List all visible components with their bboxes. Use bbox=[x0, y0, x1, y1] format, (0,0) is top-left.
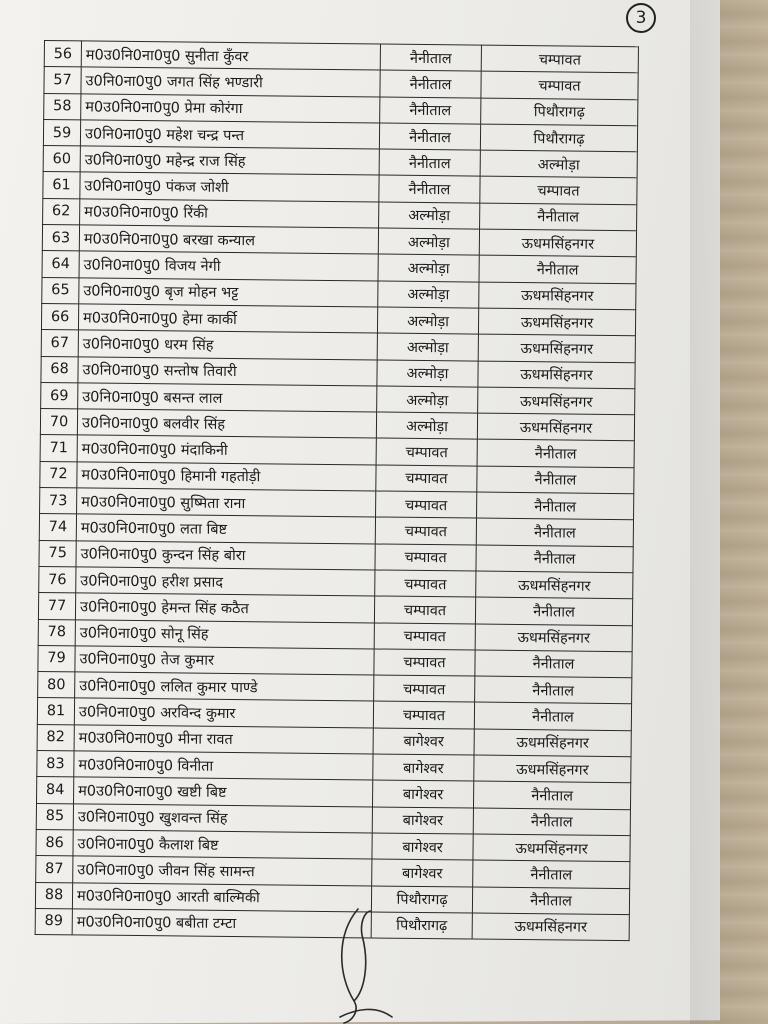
serial-number-cell: 71 bbox=[40, 435, 77, 462]
current-district-cell: बागेश्वर bbox=[372, 859, 473, 886]
current-district-cell: अल्मोड़ा bbox=[377, 333, 478, 360]
transfer-district-cell: नैनीताल bbox=[475, 597, 632, 625]
transfer-district-cell: ऊधमसिंहनगर bbox=[478, 361, 635, 389]
current-district-cell: चम्पावत bbox=[376, 491, 477, 518]
transfer-district-cell: ऊधमसिंहनगर bbox=[472, 913, 629, 941]
serial-number-cell: 79 bbox=[38, 645, 75, 672]
current-district-cell: अल्मोड़ा bbox=[377, 360, 478, 387]
current-district-cell: चम्पावत bbox=[374, 649, 475, 676]
current-district-cell: चम्पावत bbox=[375, 517, 476, 544]
current-district-cell: चम्पावत bbox=[373, 701, 474, 728]
officer-name-cell: म0उ0नि0ना0पु0 बबीता टम्टा bbox=[72, 909, 371, 938]
current-district-cell: चम्पावत bbox=[375, 570, 476, 597]
serial-number-cell: 64 bbox=[42, 251, 79, 278]
officer-name-cell: म0उ0नि0ना0पु0 मंदाकिनी bbox=[77, 435, 376, 464]
officer-name-cell: उ0नि0ना0पु0 जगत सिंह भण्डारी bbox=[81, 67, 380, 96]
serial-number-cell: 88 bbox=[35, 882, 72, 909]
transfer-district-cell: नैनीताल bbox=[477, 466, 634, 494]
transfer-district-cell: नैनीताल bbox=[475, 650, 632, 678]
serial-number-cell: 61 bbox=[43, 172, 80, 199]
transfer-district-cell: ऊधमसिंहनगर bbox=[478, 334, 635, 362]
current-district-cell: चम्पावत bbox=[376, 465, 477, 492]
current-district-cell: नैनीताल bbox=[379, 149, 480, 176]
serial-number-cell: 63 bbox=[42, 225, 79, 252]
serial-number-cell: 62 bbox=[43, 198, 80, 225]
serial-number-cell: 67 bbox=[41, 330, 78, 357]
current-district-cell: बागेश्वर bbox=[373, 728, 474, 755]
officer-name-cell: उ0नि0ना0पु0 हरीश प्रसाद bbox=[76, 567, 375, 596]
officer-name-cell: म0उ0नि0ना0पु0 बरखा कन्याल bbox=[79, 225, 378, 254]
page-number: 3 bbox=[626, 3, 656, 33]
current-district-cell: पिथौरागढ़ bbox=[371, 885, 472, 912]
current-district-cell: नैनीताल bbox=[379, 176, 480, 203]
officer-name-cell: उ0नि0ना0पु0 महेश चन्द्र पन्त bbox=[80, 120, 379, 149]
serial-number-cell: 57 bbox=[44, 67, 81, 94]
serial-number-cell: 83 bbox=[37, 750, 74, 777]
serial-number-cell: 68 bbox=[41, 356, 78, 383]
officer-name-cell: म0उ0नि0ना0पु0 हेमा कार्की bbox=[78, 304, 377, 333]
officer-name-cell: उ0नि0ना0पु0 अरविन्द कुमार bbox=[74, 698, 373, 727]
current-district-cell: अल्मोड़ा bbox=[378, 254, 479, 281]
current-district-cell: अल्मोड़ा bbox=[379, 202, 480, 229]
current-district-cell: पिथौरागढ़ bbox=[371, 912, 472, 939]
current-district-cell: चम्पावत bbox=[374, 596, 475, 623]
transfer-district-cell: ऊधमसिंहनगर bbox=[479, 282, 636, 310]
officer-name-cell: उ0नि0ना0पु0 ललित कुमार पाण्डे bbox=[75, 672, 374, 701]
transfer-district-cell: नैनीताल bbox=[476, 518, 633, 546]
transfer-district-cell: नैनीताल bbox=[475, 676, 632, 704]
current-district-cell: बागेश्वर bbox=[372, 807, 473, 834]
officer-name-cell: म0उ0नि0ना0पु0 प्रेमा कोरंगा bbox=[81, 93, 380, 122]
officer-name-cell: उ0नि0ना0पु0 बलवीर सिंह bbox=[77, 409, 376, 438]
officer-name-cell: उ0नि0ना0पु0 जीवन सिंह सामन्त bbox=[73, 856, 372, 885]
officer-name-cell: उ0नि0ना0पु0 हेमन्त सिंह कठैत bbox=[75, 593, 374, 622]
serial-number-cell: 75 bbox=[39, 540, 76, 567]
officer-name-cell: उ0नि0ना0पु0 धरम सिंह bbox=[78, 330, 377, 359]
serial-number-cell: 81 bbox=[37, 698, 74, 725]
current-district-cell: बागेश्वर bbox=[372, 780, 473, 807]
officer-name-cell: उ0नि0ना0पु0 कैलाश बिष्ट bbox=[73, 830, 372, 859]
transfer-district-cell: ऊधमसिंहनगर bbox=[474, 755, 631, 783]
officer-name-cell: उ0नि0ना0पु0 कुन्दन सिंह बोरा bbox=[76, 541, 375, 570]
serial-number-cell: 87 bbox=[36, 856, 73, 883]
current-district-cell: बागेश्वर bbox=[373, 754, 474, 781]
transfer-district-cell: नैनीताल bbox=[477, 440, 634, 468]
serial-number-cell: 89 bbox=[35, 908, 72, 935]
current-district-cell: अल्मोड़ा bbox=[376, 412, 477, 439]
officer-name-cell: उ0नि0ना0पु0 विजय नेगी bbox=[79, 251, 378, 280]
officer-name-cell: उ0नि0ना0पु0 सन्तोष तिवारी bbox=[78, 356, 377, 385]
transfer-district-cell: ऊधमसिंहनगर bbox=[473, 834, 630, 862]
serial-number-cell: 72 bbox=[40, 461, 77, 488]
transfer-district-cell: पिथौरागढ़ bbox=[481, 98, 638, 126]
serial-number-cell: 76 bbox=[39, 566, 76, 593]
serial-number-cell: 78 bbox=[38, 619, 75, 646]
current-district-cell: अल्मोड़ा bbox=[378, 281, 479, 308]
transfer-district-cell: नैनीताल bbox=[473, 860, 630, 888]
transfer-district-cell: नैनीताल bbox=[473, 781, 630, 809]
officer-name-cell: म0उ0नि0ना0पु0 मीना रावत bbox=[74, 725, 373, 754]
transfer-district-cell: चम्पावत bbox=[480, 177, 637, 205]
serial-number-cell: 70 bbox=[40, 409, 77, 436]
serial-number-cell: 86 bbox=[36, 829, 73, 856]
officer-name-cell: म0उ0नि0ना0पु0 विनीता bbox=[74, 751, 373, 780]
officer-name-cell: उ0नि0ना0पु0 तेज कुमार bbox=[75, 646, 374, 675]
transfer-district-cell: ऊधमसिंहनगर bbox=[478, 308, 635, 336]
paper-shadow bbox=[690, 0, 768, 1024]
transfer-district-cell: अल्मोड़ा bbox=[480, 150, 637, 178]
transfer-district-cell: ऊधमसिंहनगर bbox=[475, 624, 632, 652]
transfer-district-cell: ऊधमसिंहनगर bbox=[476, 571, 633, 599]
transfer-district-cell: ऊधमसिंहनगर bbox=[474, 729, 631, 757]
transfer-district-cell: नैनीताल bbox=[474, 702, 631, 730]
serial-number-cell: 80 bbox=[38, 672, 75, 699]
transfer-district-cell: नैनीताल bbox=[476, 545, 633, 573]
current-district-cell: नैनीताल bbox=[379, 123, 480, 150]
serial-number-cell: 84 bbox=[37, 777, 74, 804]
transfer-district-cell: ऊधमसिंहनगर bbox=[479, 229, 636, 257]
current-district-cell: नैनीताल bbox=[380, 70, 481, 97]
transfer-district-cell: नैनीताल bbox=[479, 255, 636, 283]
officer-name-cell: उ0नि0ना0पु0 खुशवन्त सिंह bbox=[73, 803, 372, 832]
serial-number-cell: 85 bbox=[36, 803, 73, 830]
current-district-cell: नैनीताल bbox=[380, 97, 481, 124]
current-district-cell: नैनीताल bbox=[380, 44, 481, 71]
current-district-cell: चम्पावत bbox=[374, 623, 475, 650]
transfer-district-cell: चम्पावत bbox=[481, 71, 638, 99]
officer-name-cell: उ0नि0ना0पु0 बृज मोहन भट्ट bbox=[79, 278, 378, 307]
transfer-district-cell: नैनीताल bbox=[480, 203, 637, 231]
current-district-cell: अल्मोड़ा bbox=[378, 228, 479, 255]
transfer-table-body bbox=[35, 41, 638, 941]
current-district-cell: अल्मोड़ा bbox=[377, 386, 478, 413]
current-district-cell: चम्पावत bbox=[375, 544, 476, 571]
serial-number-cell: 56 bbox=[44, 41, 81, 68]
officer-name-cell: उ0नि0ना0पु0 पंकज जोशी bbox=[80, 172, 379, 201]
transfer-district-cell: पिथौरागढ़ bbox=[480, 124, 637, 152]
officer-name-cell: म0उ0नि0ना0पु0 खष्टी बिष्ट bbox=[74, 777, 373, 806]
officer-name-cell: म0उ0नि0ना0पु0 सुनीता कुँवर bbox=[81, 41, 380, 70]
serial-number-cell: 66 bbox=[41, 303, 78, 330]
transfer-district-cell: ऊधमसिंहनगर bbox=[477, 413, 634, 441]
serial-number-cell: 82 bbox=[37, 724, 74, 751]
officer-name-cell: म0उ0नि0ना0पु0 रिंकी bbox=[80, 199, 379, 228]
officer-name-cell: म0उ0नि0ना0पु0 हिमानी गहतोड़ी bbox=[77, 462, 376, 491]
current-district-cell: बागेश्वर bbox=[372, 833, 473, 860]
current-district-cell: अल्मोड़ा bbox=[377, 307, 478, 334]
current-district-cell: चम्पावत bbox=[376, 438, 477, 465]
serial-number-cell: 69 bbox=[41, 382, 78, 409]
transfer-district-cell: चम्पावत bbox=[481, 45, 638, 73]
transfer-district-cell: ऊधमसिंहनगर bbox=[478, 387, 635, 415]
serial-number-cell: 74 bbox=[39, 514, 76, 541]
transfer-district-cell: नैनीताल bbox=[472, 887, 629, 915]
serial-number-cell: 77 bbox=[38, 593, 75, 620]
officer-name-cell: म0उ0नि0ना0पु0 सुष्मिता राना bbox=[77, 488, 376, 517]
serial-number-cell: 59 bbox=[43, 119, 80, 146]
transfer-district-cell: नैनीताल bbox=[477, 492, 634, 520]
serial-number-cell: 73 bbox=[40, 488, 77, 515]
officer-name-cell: म0उ0नि0ना0पु0 आरती बाल्मिकी bbox=[72, 882, 371, 911]
current-district-cell: चम्पावत bbox=[374, 675, 475, 702]
serial-number-cell: 65 bbox=[42, 277, 79, 304]
signature-mark bbox=[330, 905, 420, 1024]
transfer-district-cell: नैनीताल bbox=[473, 808, 630, 836]
serial-number-cell: 60 bbox=[43, 146, 80, 173]
officer-name-cell: म0उ0नि0ना0पु0 लता बिष्ट bbox=[76, 514, 375, 543]
transfer-table bbox=[35, 40, 639, 941]
officer-name-cell: उ0नि0ना0पु0 महेन्द्र राज सिंह bbox=[80, 146, 379, 175]
officer-name-cell: उ0नि0ना0पु0 बसन्त लाल bbox=[78, 383, 377, 412]
officer-name-cell: उ0नि0ना0पु0 सोनू सिंह bbox=[75, 619, 374, 648]
serial-number-cell: 58 bbox=[44, 93, 81, 120]
